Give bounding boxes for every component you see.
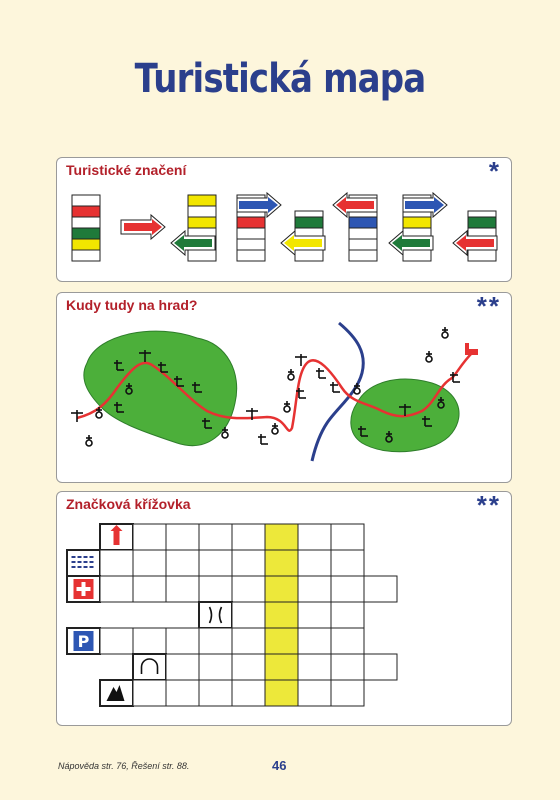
crossword-cell[interactable] [100,550,133,576]
crossword-cell[interactable] [232,524,265,550]
panel-route-to-castle [56,292,512,483]
crossword-cell[interactable] [166,680,199,706]
trail-map [57,293,511,482]
crossword-cell[interactable] [265,524,298,550]
crossword-cell[interactable] [232,680,265,706]
footer-note: Nápověda str. 76, Řešení str. 88. [58,761,190,771]
crossword-cell[interactable] [133,680,166,706]
crossword-cell[interactable] [265,628,298,654]
red-arrow-right-icon [121,215,165,239]
panel-title: Turistické značení [66,162,187,178]
castle-flag-icon [465,343,478,355]
first-aid-cross-icon [74,579,94,599]
page-title: Turistická mapa [134,56,426,102]
crossword-clue-cell [199,602,232,628]
crossword-grid [57,492,511,725]
crossword-cell[interactable] [199,628,232,654]
panel-title: Kudy tudy na hrad? [66,297,198,313]
crossword-cell[interactable] [364,576,397,602]
crossword-cell[interactable] [166,576,199,602]
crossword-cell[interactable] [331,602,364,628]
difficulty-stars: ** [476,291,501,321]
crossword-cell[interactable] [331,680,364,706]
crossword-cell[interactable] [166,654,199,680]
difficulty-stars: * [488,156,501,186]
crossword-cell[interactable] [133,628,166,654]
crossword-cell[interactable] [100,628,133,654]
crossword-cell[interactable] [199,524,232,550]
crossword-cell[interactable] [133,550,166,576]
crossword-cell[interactable] [133,524,166,550]
crossword-cell[interactable] [298,524,331,550]
crossword-cell[interactable] [166,524,199,550]
crossword-clue-cell [133,654,166,680]
crossword-cell[interactable] [199,680,232,706]
crossword-cell[interactable] [265,602,298,628]
crossword-cell[interactable] [100,576,133,602]
crossword-cell[interactable] [232,602,265,628]
crossword-cell[interactable] [199,576,232,602]
page-number: 46 [272,758,287,773]
panel-title: Značková křížovka [66,496,191,512]
crossword-cell[interactable] [265,550,298,576]
crossword-cell[interactable] [265,576,298,602]
crossword-cell[interactable] [199,550,232,576]
crossword-cell[interactable] [298,654,331,680]
crossword-cell[interactable] [298,576,331,602]
difficulty-stars: ** [476,490,501,520]
crossword-cell[interactable] [265,654,298,680]
parking-sign-icon [74,631,94,651]
crossword-cell[interactable] [265,680,298,706]
crossword-cell[interactable] [364,654,397,680]
crossword-cell[interactable] [232,550,265,576]
crossword-cell[interactable] [166,550,199,576]
crossword-cell[interactable] [232,654,265,680]
trail-post-2 [188,195,216,261]
crossword-cell[interactable] [298,628,331,654]
panel-trail-markings [56,157,512,282]
crossword-cell[interactable] [298,680,331,706]
crossword-cell[interactable] [166,628,199,654]
svg-text:P: P [77,632,90,651]
crossword-cell[interactable] [331,576,364,602]
crossword-cell[interactable] [199,654,232,680]
crossword-cell[interactable] [331,654,364,680]
panel-sign-crossword [56,491,512,726]
crossword-cell[interactable] [331,628,364,654]
trail-post-1 [72,195,100,261]
crossword-cell[interactable] [133,576,166,602]
crossword-cell[interactable] [298,550,331,576]
crossword-cell[interactable] [331,550,364,576]
crossword-cell[interactable] [232,576,265,602]
crossword-cell[interactable] [232,628,265,654]
trail-marking-row [57,158,511,281]
crossword-cell[interactable] [331,524,364,550]
forest-area-left [84,331,237,445]
crossword-cell[interactable] [298,602,331,628]
